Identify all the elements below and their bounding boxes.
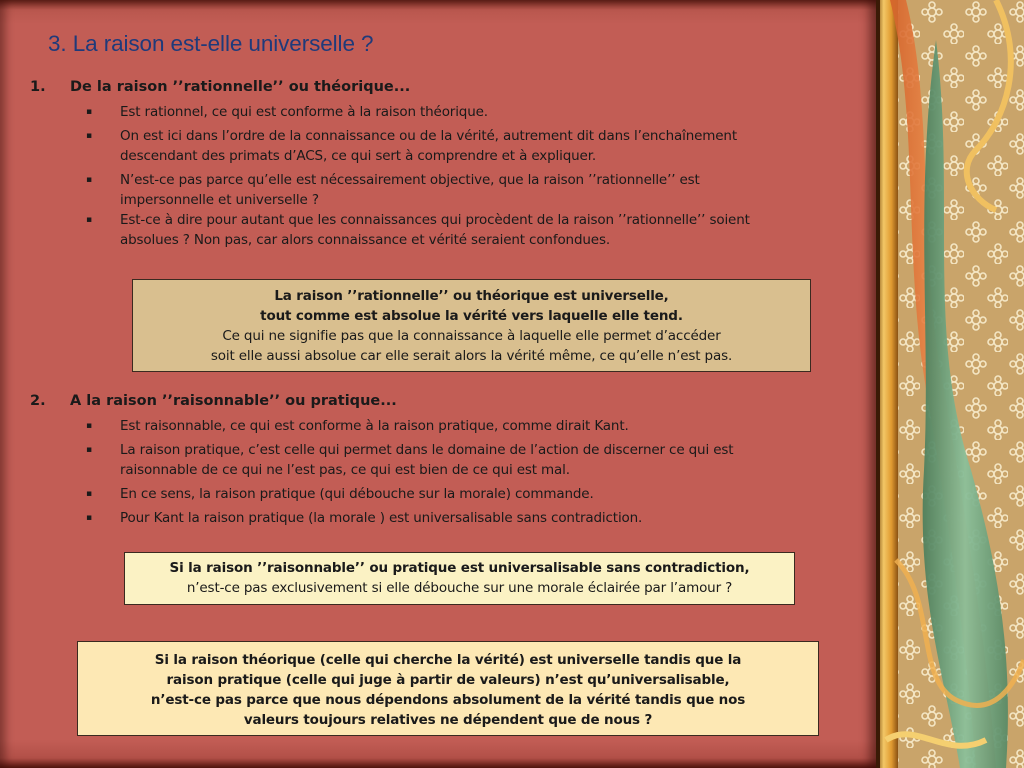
box-line: Ce qui ne signifie pas que la connaissance à laquelle elle permet d’accéder: [222, 328, 721, 344]
box-line: n’est-ce pas parce que nous dépendons absolument de la vérité tandis que nos: [150, 692, 746, 708]
bullet-line: absolues ? Non pas, car alors connaissance et vérité seraient confondues.: [120, 232, 610, 248]
bullet-marker: ▪: [86, 445, 92, 455]
bullet-line: La raison pratique, c’est celle qui permet dans le domaine de l’action de discerner ce qui est: [120, 442, 734, 458]
section-2-heading: [30, 393, 397, 409]
box-line: n’est-ce pas exclusivement si elle débouche sur une morale éclairée par l’amour ?: [186, 580, 733, 596]
section-1-bullet-4: [0, 210, 865, 250]
section-2-bullet-4: [0, 508, 865, 528]
bullet-line: N’est-ce pas parce qu’elle est nécessairement objective, que la raison ’’rationnelle’’ est: [120, 172, 700, 188]
section-2-number: 2.: [30, 393, 46, 409]
bullet-line: impersonnelle et universelle ?: [120, 192, 319, 208]
bullet-marker: ▪: [86, 421, 92, 431]
section-1-bullet-list: [0, 102, 870, 250]
bullet-line: Est raisonnable, ce qui est conforme à la raison pratique, comme dirait Kant.: [120, 418, 629, 434]
bullet-marker: ▪: [86, 131, 92, 141]
bullet-marker: ▪: [86, 107, 92, 117]
box-line: valeurs toujours relatives ne dépendent que de nous ?: [243, 712, 653, 728]
box-line: tout comme est absolue la vérité vers laquelle elle tend.: [260, 308, 683, 324]
section-2-heading-text: A la raison ’’raisonnable’’ ou pratique...: [70, 393, 397, 409]
bullet-line: Est rationnel, ce qui est conforme à la raison théorique.: [120, 104, 488, 120]
bullet-marker: ▪: [86, 175, 92, 185]
section-2-bullet-2: [0, 440, 865, 480]
bullet-line: Pour Kant la raison pratique (la morale ) est universalisable sans contradiction.: [120, 510, 643, 526]
bullet-marker: ▪: [86, 489, 92, 499]
decorative-sidebar: [876, 0, 1024, 768]
box-line: Si la raison ’’raisonnable’’ ou pratique est universalisable sans contradiction,: [169, 560, 750, 576]
section-1-heading: [30, 79, 410, 95]
slide-title: 3. La raison est-elle universelle ?: [48, 31, 374, 56]
box-line: raison pratique (celle qui juge à partir de valeurs) n’est qu’universalisable,: [166, 672, 730, 688]
section-2-bullet-1: [0, 416, 865, 436]
bullet-marker: ▪: [86, 513, 92, 523]
section-1-summary-box: [132, 279, 811, 372]
section-1-bullet-3: [0, 170, 865, 210]
box-line: La raison ’’rationnelle’’ ou théorique est universelle,: [274, 288, 669, 304]
bullet-marker: ▪: [86, 215, 92, 225]
section-1-number: 1.: [30, 79, 46, 95]
box-line: soit elle aussi absolue car elle serait alors la vérité même, ce qu’elle n’est pas.: [210, 348, 733, 364]
section-1-bullet-2: [0, 126, 865, 166]
bullet-line: Est-ce à dire pour autant que les connaissances qui procèdent de la raison ’’rationnelle’’ soient: [120, 212, 750, 228]
bullet-line: raisonnable de ce qui ne l’est pas, ce qui est bien de ce qui est mal.: [120, 462, 570, 478]
section-2-question-box: [124, 552, 795, 605]
box-line: Si la raison théorique (celle qui cherche la vérité) est universelle tandis que la: [154, 652, 742, 668]
conclusion-box: [77, 641, 819, 736]
bullet-line: descendant des primats d’ACS, ce qui sert à comprendre et à expliquer.: [120, 148, 597, 164]
bullet-line: On est ici dans l’ordre de la connaissance ou de la vérité, autrement dit dans l’enchaînement: [120, 128, 737, 144]
section-1-heading-text: De la raison ’’rationnelle’’ ou théorique...: [70, 79, 411, 95]
section-2-bullet-list: [0, 416, 870, 528]
section-1-bullet-1: [0, 102, 865, 122]
bullet-line: En ce sens, la raison pratique (qui débouche sur la morale) commande.: [120, 486, 594, 502]
section-2-bullet-3: [0, 484, 865, 504]
